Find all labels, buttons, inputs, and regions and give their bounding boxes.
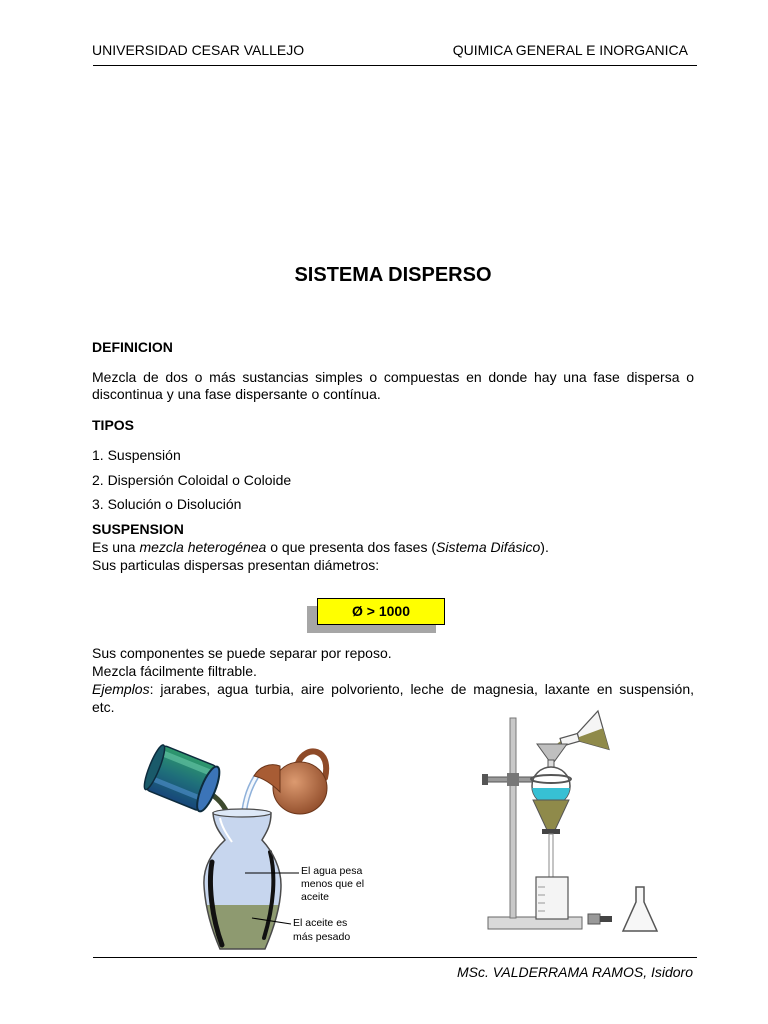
footer-author: MSc. VALDERRAMA RAMOS, Isidoro [457,964,693,980]
tipos-heading: TIPOS [92,417,135,433]
stopcock [542,829,560,834]
suspension-line-2: Sus particulas dispersas presentan diámetros: [92,557,380,573]
vase [198,805,288,955]
suspension-line-1-part-5: ). [540,539,549,555]
definicion-heading: DEFINICION [92,339,173,355]
clamp [482,773,534,786]
page-title: SISTEMA DISPERSO [294,264,492,286]
stopcock-piece-icon [588,914,612,924]
pouring-flask-icon [556,711,609,762]
footer-rule [93,957,697,958]
funnel-lower-liquid [533,800,569,830]
formula-text: Ø > 1000 [352,603,410,619]
suspension-line-1-part-1: Es una [92,539,140,555]
suspension-line-1-italic-1: mezcla heterogénea [139,539,267,555]
erlenmeyer-flask-icon [623,887,657,931]
formula-box [317,598,445,625]
header-institution: UNIVERSIDAD CESAR VALLEJO [92,42,305,58]
oil-label-line-1: El aceite es [293,917,348,929]
separatory-funnel [530,744,575,882]
beaker-icon [536,877,568,919]
suspension-heading: SUSPENSION [92,521,184,537]
suspension-line-1-part-3: o que presenta dos fases ( [266,539,437,555]
examples-text: : jarabes, agua turbia, aire polvoriento, leche de magnesia, laxante en suspensión, [149,681,694,697]
suspension-line-1 [92,538,549,556]
suspension-line-3: Sus componentes se puede separar por reposo. [92,645,392,661]
tipos-item-suspension: 1. Suspensión [92,447,181,463]
bucket-icon [141,743,224,814]
water-label-line-2: menos que el [301,878,365,890]
separatory-funnel-illustration [475,705,675,940]
definicion-line-1: Mezcla de dos o más sustancias simples o compuestas en donde hay una fase dispersa o [92,369,694,385]
examples-line-1 [92,680,694,698]
suspension-line-4: Mezcla fácilmente filtrable. [92,663,257,679]
suspension-line-1-italic-2: Sistema Difásico [436,539,541,555]
examples-label: Ejemplos [92,681,150,697]
tipos-item-solucion: 3. Solución o Disolución [92,496,242,512]
tipos-item-coloide: 2. Dispersión Coloidal o Coloide [92,472,292,488]
water-label-line-3: aceite [301,891,330,903]
decantation-illustration [140,735,370,955]
header-rule [93,65,697,66]
water-label-line-1: El agua pesa [301,865,363,877]
stand-rod [510,718,516,918]
oil-label-line-2: más pesado [293,931,351,943]
jug-icon [254,751,327,814]
header-course: QUIMICA GENERAL E INORGANICA [452,42,688,58]
definicion-line-2: discontinua y una fase dispersante o contínua. [92,386,381,402]
examples-line-2: etc. [92,699,115,715]
